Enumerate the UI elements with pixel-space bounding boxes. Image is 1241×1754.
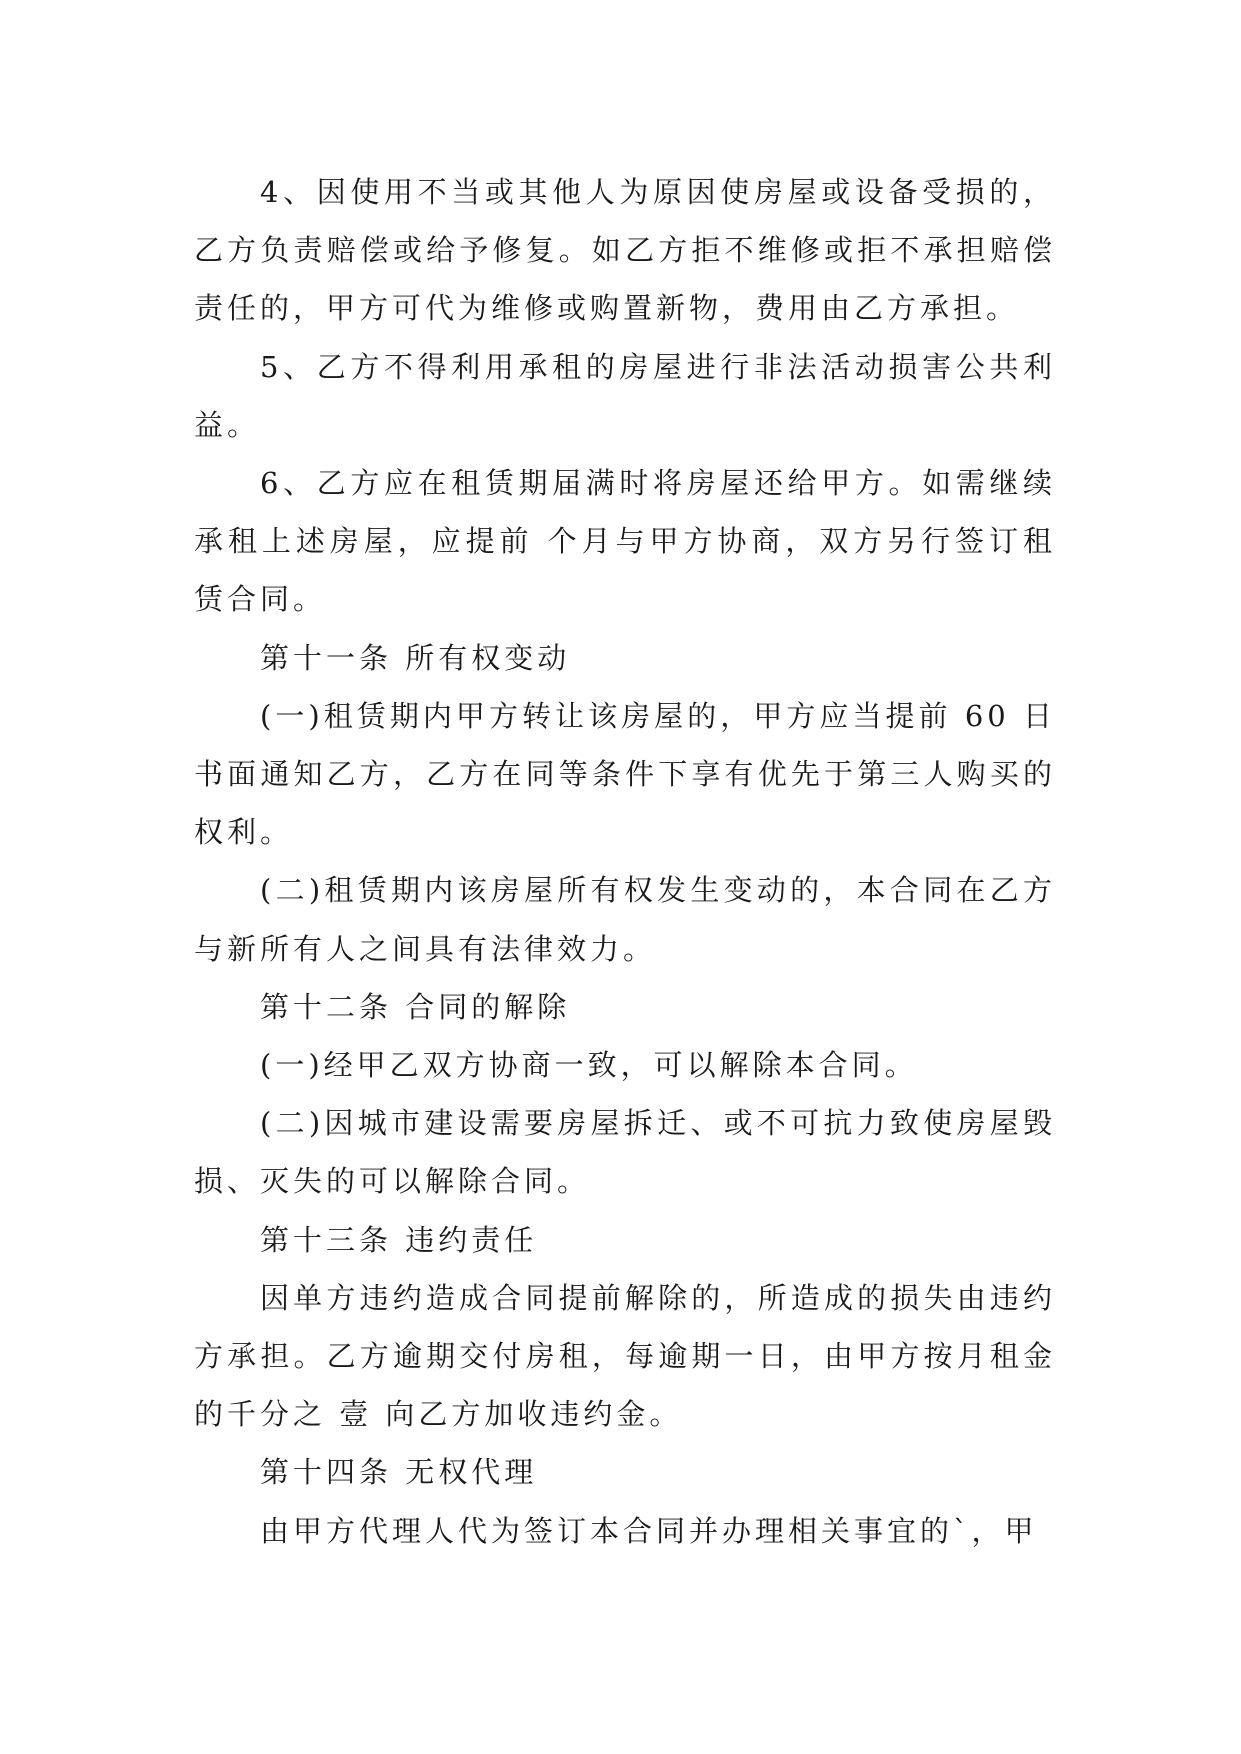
- article-13-body: 因单方违约造成合同提前解除的，所造成的损失由违约方承担。乙方逾期交付房租，每逾期一日，由甲方按月租金的千分之 壹 向乙方加收违约金。: [194, 1280, 1056, 1432]
- article-11-item-1: (一)租赁期内甲方转让该房屋的，甲方应当提前 60 日书面通知乙方，乙方在同等条件下享有优先于第三人购买的权利。: [194, 698, 1056, 850]
- clause-6-lease-expiry: 6、乙方应在租赁期届满时将房屋还给甲方。如需继续承租上述房屋，应提前 个月与甲方协商，双方另行签订租赁合同。: [194, 466, 1056, 617]
- article-13-heading: 第十三条 违约责任: [260, 1222, 538, 1257]
- article-12-item-1: (一)经甲乙双方协商一致，可以解除本合同。: [260, 1048, 918, 1083]
- article-11-heading: 第十一条 所有权变动: [260, 640, 571, 675]
- clause-4-damage-compensation: 4、因使用不当或其他人为原因使房屋或设备受损的，乙方负责赔偿或给予修复。如乙方拒不维修或拒不承担赔偿责任的，甲方可代为维修或购置新物，费用由乙方承担。: [194, 175, 1056, 326]
- article-11-item-2: (二)租赁期内该房屋所有权发生变动的，本合同在乙方与新所有人之间具有法律效力。: [194, 873, 1056, 966]
- article-14-body: 由甲方代理人代为签订本合同并办理相关事宜的`，甲: [260, 1513, 1038, 1548]
- article-14-heading: 第十四条 无权代理: [260, 1455, 538, 1490]
- clause-5-illegal-activity: 5、乙方不得利用承租的房屋进行非法活动损害公共利益。: [194, 349, 1056, 442]
- document-body: [194, 163, 1056, 1560]
- article-12-heading: 第十二条 合同的解除: [260, 989, 571, 1024]
- article-12-item-2: (二)因城市建设需要房屋拆迁、或不可抗力致使房屋毁损、灭失的可以解除合同。: [194, 1106, 1056, 1199]
